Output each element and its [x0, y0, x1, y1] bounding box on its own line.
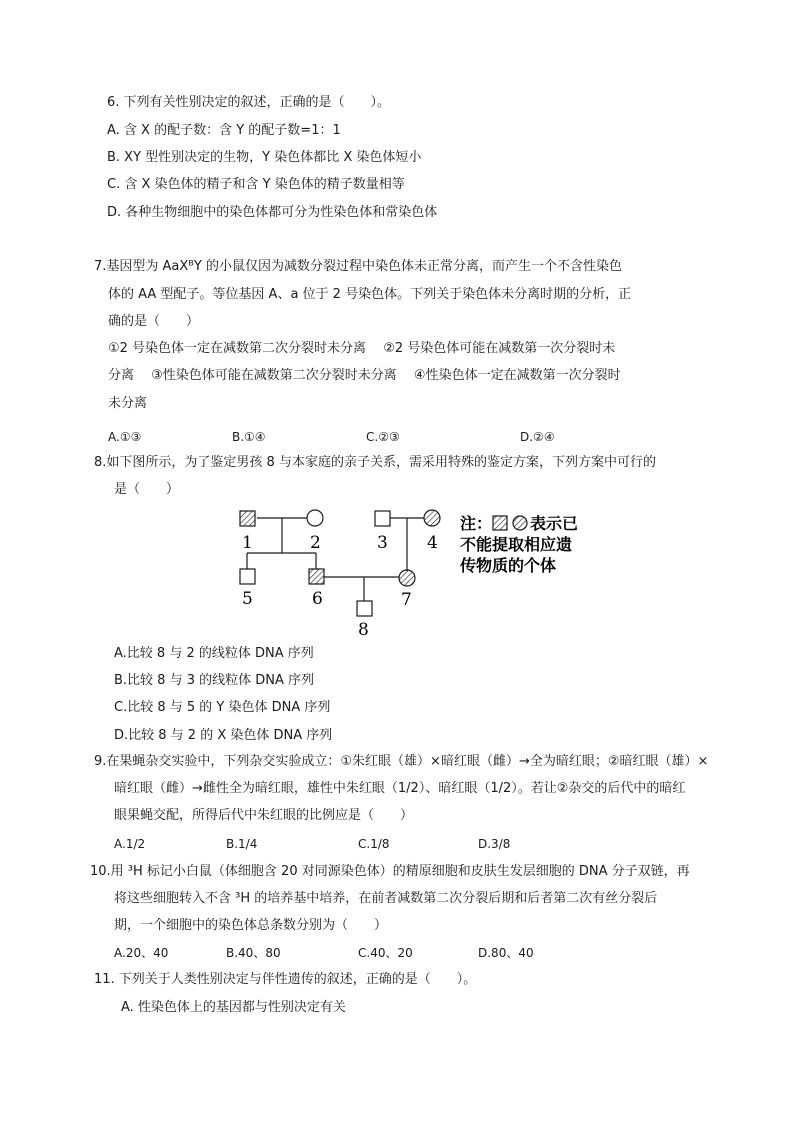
individual-3-square	[375, 511, 390, 526]
individual-2-circle	[307, 510, 323, 526]
q10-option-c: C.40、20	[358, 946, 413, 960]
q8-option-a: A.比较 8 与 2 的线粒体 DNA 序列	[114, 646, 314, 661]
q9-option-d: D.3/8	[478, 837, 511, 851]
individual-6-hatched-square	[309, 569, 324, 584]
q7-line-6: 未分离	[108, 396, 148, 411]
q10-line-3: 期，一个细胞中的染色体总条数分别为（ ）	[114, 918, 388, 933]
individual-4-hatched-circle	[424, 510, 440, 526]
q7-option-b: B.①④	[232, 430, 266, 444]
label-8: 8	[358, 620, 369, 640]
q8-line-2: 是（ ）	[114, 482, 180, 497]
note-text-1: 表示已	[530, 514, 579, 533]
q7-option-c: C.②③	[366, 430, 400, 444]
q6-option-b: B. XY 型性别决定的生物，Y 染色体都比 X 染色体短小	[107, 150, 422, 165]
label-2: 2	[310, 533, 321, 553]
q7-option-a: A.①③	[108, 430, 142, 444]
q9-option-c: C.1/8	[358, 837, 390, 851]
q8-option-d: D.比较 8 与 2 的 X 染色体 DNA 序列	[114, 728, 333, 743]
q9-option-a: A.1/2	[114, 837, 146, 851]
label-3: 3	[377, 533, 388, 553]
q6-stem: 6. 下列有关性别决定的叙述，正确的是（ ）。	[107, 95, 391, 110]
q9-line-1: 9.在果蝇杂交实验中，下列杂交实验成立：①朱红眼（雄）×暗红眼（雌）→全为暗红眼；②暗红眼（雄）×	[94, 754, 709, 769]
label-6: 6	[312, 589, 323, 609]
q6-option-d: D. 各种生物细胞中的染色体都可分为性染色体和常染色体	[107, 205, 438, 220]
q11-stem: 11. 下列关于人类性别决定与伴性遗传的叙述，正确的是（ ）。	[94, 972, 477, 987]
individual-8-square	[357, 601, 372, 616]
q7-option-d: D.②④	[520, 430, 555, 444]
q7-line-2: 体的 AA 型配子。等位基因 A、a 位于 2 号染色体。下列关于染色体未分离时期的分析，正	[108, 287, 632, 302]
individual-7-hatched-circle	[399, 570, 415, 586]
label-7: 7	[401, 590, 412, 610]
q8-option-b: B.比较 8 与 3 的线粒体 DNA 序列	[114, 673, 315, 688]
note-prefix: 注：	[460, 514, 493, 533]
q7-line-5: 分离 ③性染色体可能在减数第二次分裂时未分离 ④性染色体一定在减数第一次分裂时	[108, 368, 621, 383]
q7-line-3: 确的是（ ）	[108, 314, 200, 329]
q9-line-2: 暗红眼（雌）→雌性全为暗红眼，雄性中朱红眼（1/2）、暗红眼（1/2）。若让②杂交的后代中的暗红	[114, 781, 686, 796]
individual-1-hatched-square	[240, 511, 255, 526]
q7-line-1: 7.基因型为 AaXᴮY 的小鼠仅因为减数分裂过程中染色体未正常分离，而产生一个不含性染色	[94, 259, 622, 274]
q7-line-4: ①2 号染色体一定在减数第二次分裂时未分离 ②2 号染色体可能在减数第一次分裂时未	[108, 341, 616, 356]
note-hatched-square-icon	[493, 516, 507, 530]
q11-option-a: A. 性染色体上的基因都与性别决定有关	[121, 1000, 346, 1015]
note-text-2: 不能提取相应遗	[460, 535, 573, 554]
pedigree-diagram	[230, 505, 600, 640]
q10-option-a: A.20、40	[114, 946, 169, 960]
q6-option-c: C. 含 X 染色体的精子和含 Y 染色体的精子数量相等	[107, 177, 405, 192]
individual-5-square	[240, 569, 255, 584]
label-4: 4	[427, 533, 438, 553]
note-text-3: 传物质的个体	[460, 556, 557, 575]
label-1: 1	[242, 533, 253, 553]
q10-option-b: B.40、80	[226, 946, 281, 960]
label-5: 5	[242, 589, 253, 609]
q6-option-a: A. 含 X 的配子数：含 Y 的配子数=1：1	[107, 123, 341, 138]
q9-line-3: 眼果蝇交配，所得后代中朱红眼的比例应是（ ）	[114, 808, 414, 823]
q10-option-d: D.80、40	[478, 946, 534, 960]
q9-option-b: B.1/4	[226, 837, 258, 851]
note-hatched-circle-icon	[513, 516, 527, 530]
q10-line-2: 将这些细胞转入不含 ³H 的培养基中培养，在前者减数第二次分裂后期和后者第二次有丝分裂后	[114, 891, 658, 906]
q10-line-1: 10.用 ³H 标记小白鼠（体细胞含 20 对同源染色体）的精原细胞和皮肤生发层细胞的 DNA 分子双链，再	[90, 864, 690, 879]
q8-option-c: C.比较 8 与 5 的 Y 染色体 DNA 序列	[114, 700, 331, 715]
q8-line-1: 8.如下图所示，为了鉴定男孩 8 与本家庭的亲子关系，需采用特殊的鉴定方案，下列方案中可行的	[94, 455, 656, 470]
